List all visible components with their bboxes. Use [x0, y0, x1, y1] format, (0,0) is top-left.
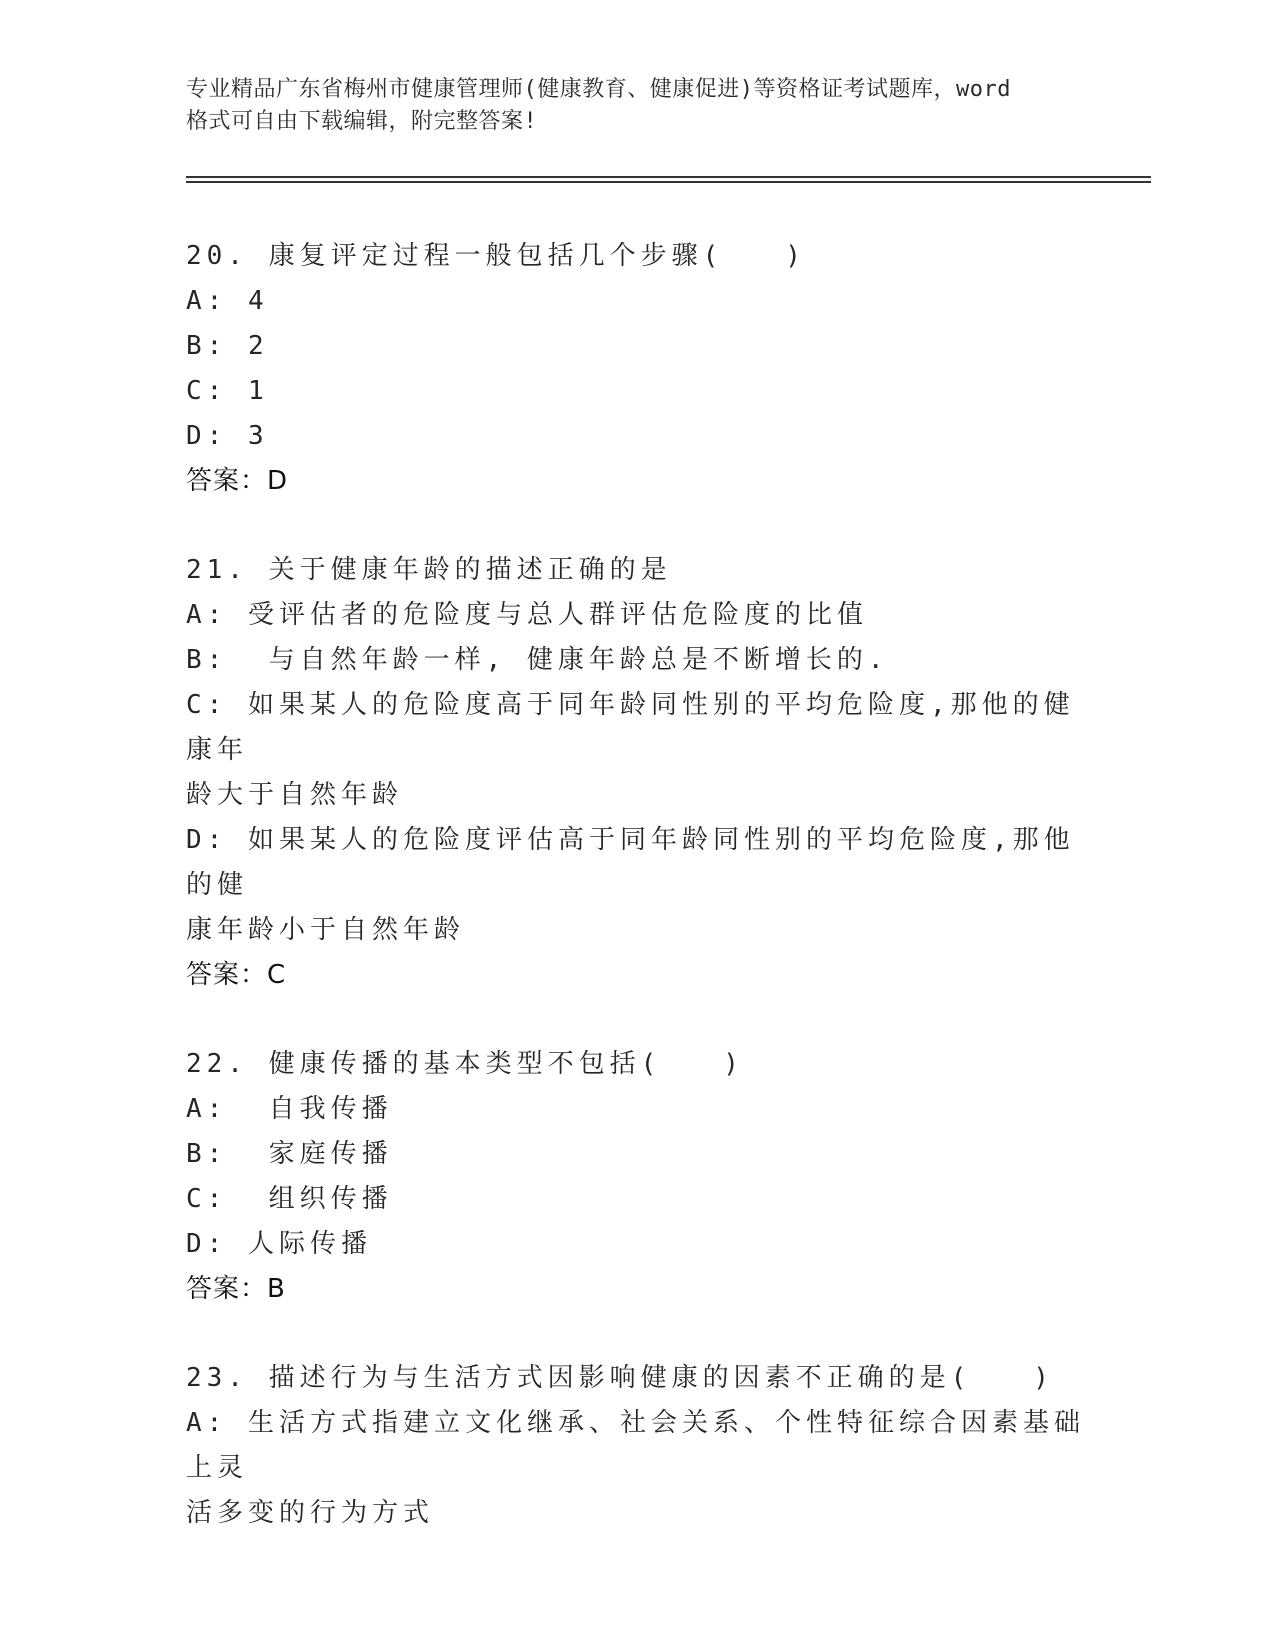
header-line-1: 专业精品广东省梅州市健康管理师(健康教育、健康促进)等资格证考试题库，word [186, 77, 1011, 102]
question-stem: 20. 康复评定过程一般包括几个步骤( ) [186, 241, 806, 271]
option-a: A: 受评估者的危险度与总人群评估危险度的比值 [186, 600, 868, 630]
document-header [186, 74, 1106, 138]
option-d: D: 人际传播 [186, 1229, 372, 1259]
option-a: A: 4 [186, 286, 269, 316]
answer-label: 答案：C [186, 960, 287, 990]
question-stem: 23. 描述行为与生活方式因影响健康的因素不正确的是( ) [186, 1363, 1054, 1393]
answer-label: 答案：B [186, 1274, 286, 1304]
question-list [186, 234, 1086, 1580]
option-c: C: 1 [186, 376, 269, 406]
header-divider-bottom [186, 181, 1151, 183]
option-d: D: 如果某人的危险度评估高于同年龄同性别的平均危险度,那他的健 [186, 825, 1075, 900]
option-d-continued: 康年龄小于自然年龄 [186, 915, 466, 945]
header-divider-top [186, 176, 1151, 178]
option-a: A: 自我传播 [186, 1094, 393, 1124]
option-c: C: 如果某人的危险度高于同年龄同性别的平均危险度,那他的健康年 [186, 690, 1075, 765]
question-22 [186, 1042, 1086, 1312]
question-stem: 22. 健康传播的基本类型不包括( ) [186, 1049, 744, 1079]
option-a: A: 生活方式指建立文化继承、社会关系、个性特征综合因素基础上灵 [186, 1408, 1085, 1483]
question-21 [186, 548, 1086, 998]
option-b: B: 2 [186, 331, 269, 361]
answer-label: 答案：D [186, 466, 289, 496]
question-stem: 21. 关于健康年龄的描述正确的是 [186, 555, 672, 585]
question-23 [186, 1356, 1086, 1536]
option-b: B: 家庭传播 [186, 1139, 393, 1169]
option-b: B: 与自然年龄一样, 健康年龄总是不断增长的. [186, 645, 889, 675]
question-20 [186, 234, 1086, 504]
option-a-continued: 活多变的行为方式 [186, 1498, 435, 1528]
header-line-2: 格式可自由下载编辑，附完整答案! [186, 109, 538, 134]
option-c-continued: 龄大于自然年龄 [186, 780, 404, 810]
option-d: D: 3 [186, 421, 269, 451]
option-c: C: 组织传播 [186, 1184, 393, 1214]
